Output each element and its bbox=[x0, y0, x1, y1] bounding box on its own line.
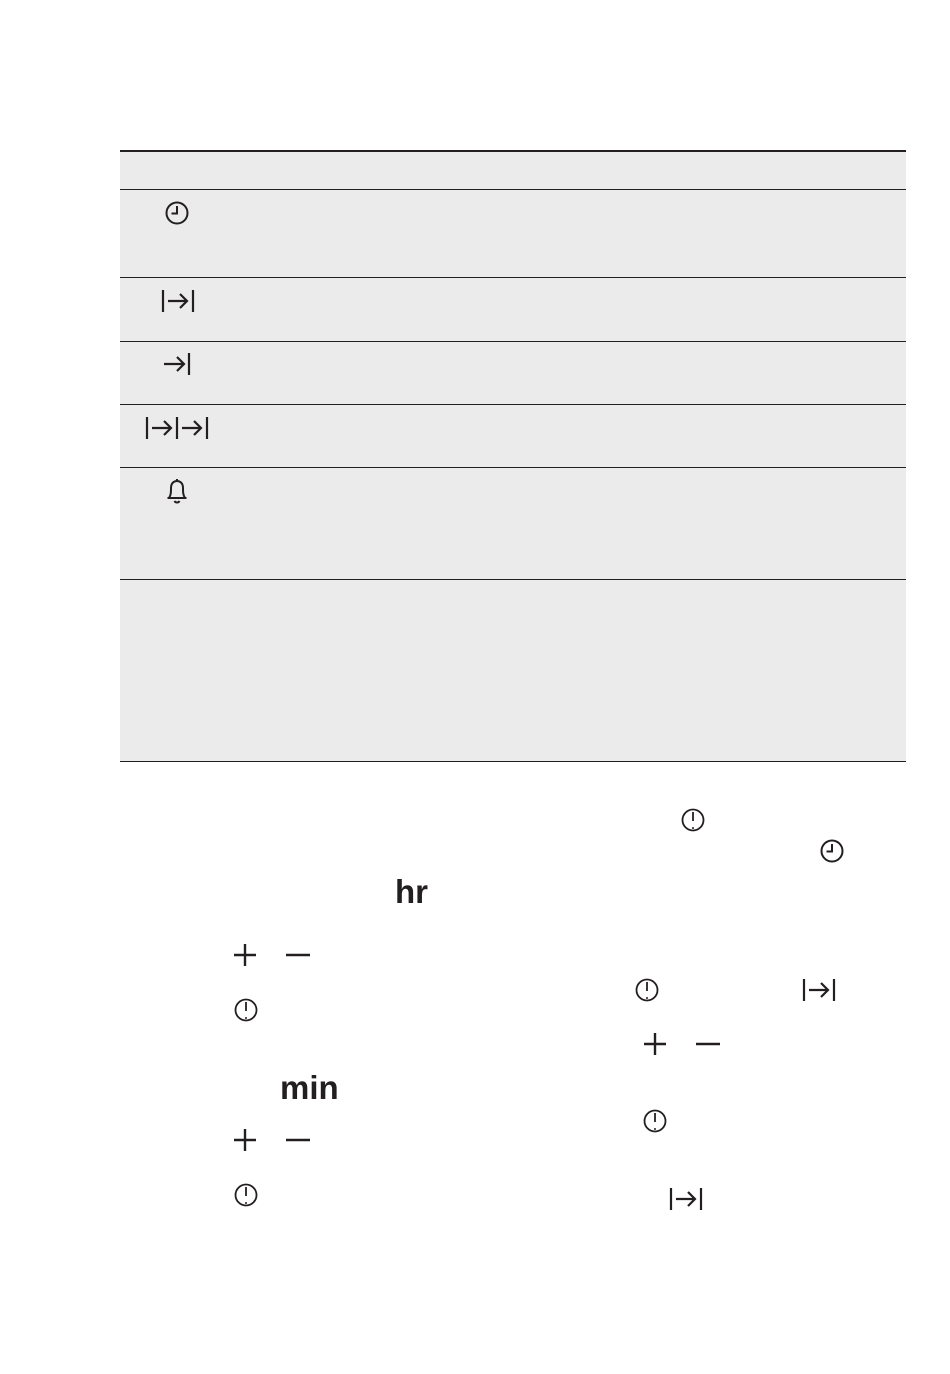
end-time-icon bbox=[162, 350, 194, 378]
time-delay-icon bbox=[144, 414, 212, 442]
table-row-note bbox=[120, 580, 906, 761]
clock-indicator-icon[interactable] bbox=[634, 977, 660, 1003]
table-row-clock bbox=[120, 190, 906, 277]
table-row-duration bbox=[120, 278, 906, 341]
table-row-minute-minder bbox=[120, 468, 906, 579]
table-row-end-time bbox=[120, 342, 906, 404]
clock-indicator-icon[interactable] bbox=[642, 1108, 668, 1134]
clock-indicator-icon[interactable] bbox=[680, 807, 706, 833]
bell-icon bbox=[165, 477, 189, 505]
duration-icon bbox=[668, 1185, 704, 1213]
duration-icon bbox=[160, 287, 196, 315]
minutes-label: min bbox=[280, 1069, 339, 1106]
plus-icon[interactable] bbox=[232, 1127, 258, 1153]
hours-label: hr bbox=[395, 873, 428, 910]
plus-icon[interactable] bbox=[232, 942, 258, 968]
plus-icon[interactable] bbox=[642, 1031, 668, 1057]
table-bottom-rule bbox=[120, 761, 906, 762]
minus-icon[interactable] bbox=[695, 1031, 721, 1057]
duration-icon bbox=[801, 976, 837, 1004]
clock-icon bbox=[164, 200, 190, 226]
table-row-time-delay bbox=[120, 405, 906, 467]
clock-indicator-icon[interactable] bbox=[233, 997, 259, 1023]
clock-indicator-icon[interactable] bbox=[233, 1182, 259, 1208]
clock-icon bbox=[819, 838, 845, 864]
minus-icon[interactable] bbox=[285, 1127, 311, 1153]
table-top-rule bbox=[120, 150, 906, 152]
minus-icon[interactable] bbox=[285, 942, 311, 968]
